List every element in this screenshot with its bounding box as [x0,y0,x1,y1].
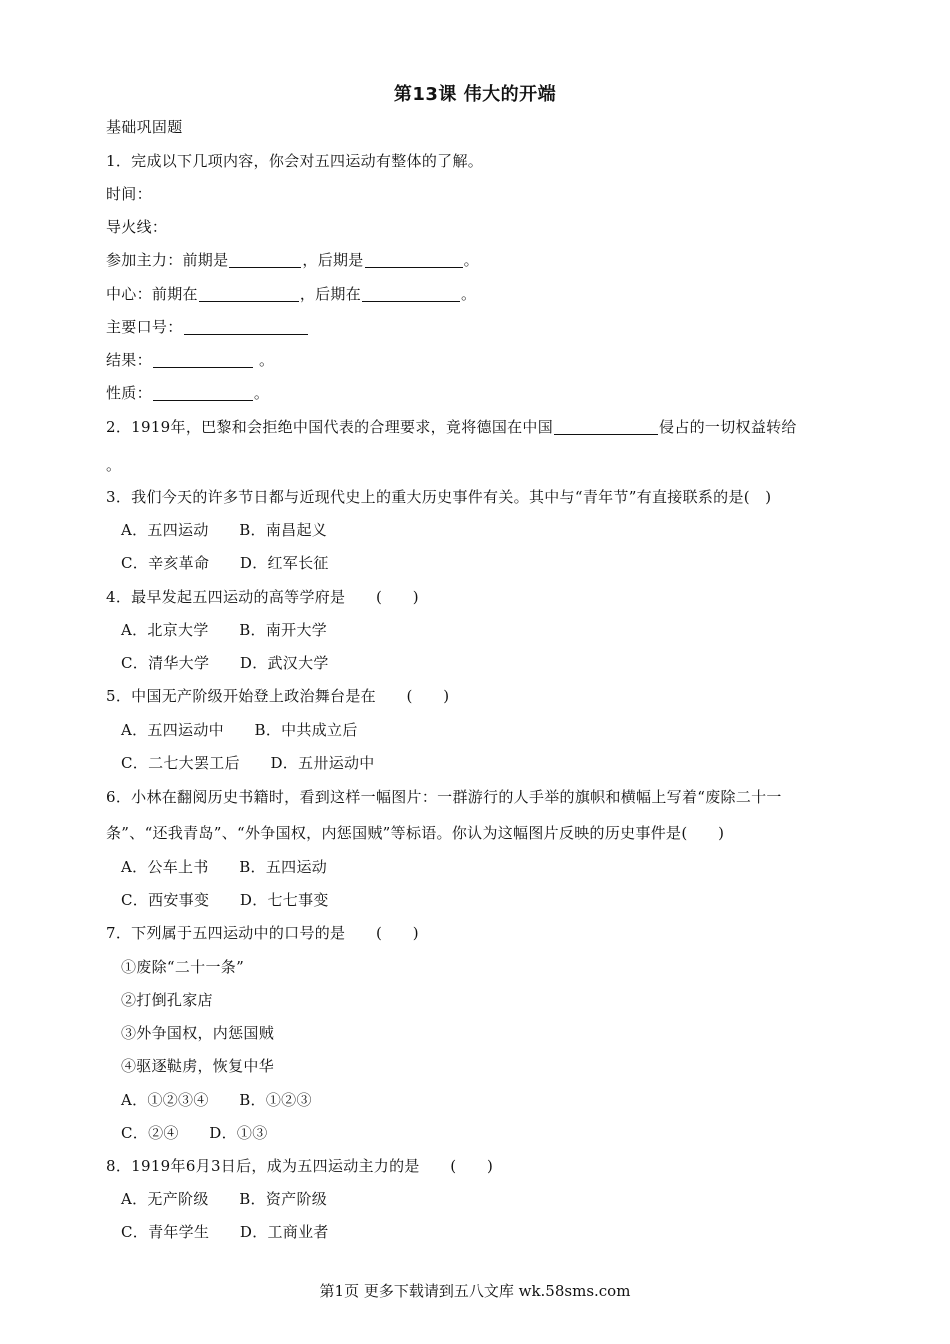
q1-fuse: 导火线： [106,218,168,236]
q6-options-ab: A．公车上书 B．五四运动 [121,858,328,876]
q7-item-2: ②打倒孔家店 [121,991,213,1009]
q4-options-cd: C．清华大学 D．武汉大学 [121,654,329,672]
q1-main-force [106,250,479,270]
question-6-stem-line2: 条”、“还我青岛”、“外争国权，内惩国贼”等标语。你认为这幅图片反映的历史事件是( ) [106,824,725,842]
q8-options-cd: C．青年学生 D．工商业者 [121,1223,329,1241]
q1-result-end: 。 [253,351,275,369]
answer-blank[interactable] [153,351,253,368]
page-title: 第13课 伟大的开端 [393,84,557,105]
answer-blank[interactable] [554,418,658,435]
q2-text-a: 2．1919年，巴黎和会拒绝中国代表的合理要求，竟将德国在中国 [106,418,554,436]
q5-options-ab: A．五四运动中 B．中共成立后 [121,721,358,739]
question-2-stem [106,417,797,437]
q1-force-label: 参加主力：前期是 [106,251,229,269]
q8-options-ab: A．无产阶级 B．资产阶级 [121,1190,328,1208]
q1-center-end: 。 [461,285,477,303]
q7-item-4: ④驱逐鞑虏，恢复中华 [121,1057,275,1075]
q1-force-later: ，后期是 [302,251,364,269]
answer-blank[interactable] [362,285,460,302]
q2-text-b: 侵占的一切权益转给 [659,418,797,436]
question-7-stem: 7．下列属于五四运动中的口号的是 ( ) [106,924,419,942]
q6-options-cd: C．西安事变 D．七七事变 [121,891,329,909]
q1-nature [106,383,269,403]
q7-item-1: ①废除“二十一条” [121,958,245,976]
q4-options-ab: A．北京大学 B．南开大学 [121,621,328,639]
q5-options-cd: C．二七大罢工后 D．五卅运动中 [121,754,375,772]
answer-blank[interactable] [229,251,301,268]
answer-blank[interactable] [199,285,299,302]
q2-end: 。 [106,456,122,474]
q3-options-cd: C．辛亥革命 D．红军长征 [121,554,329,572]
q1-nature-label: 性质： [106,384,152,402]
q3-options-ab: A．五四运动 B．南昌起义 [121,521,328,539]
q7-options-ab: A．①②③④ B．①②③ [121,1091,312,1109]
question-6-stem-line1: 6．小林在翻阅历史书籍时，看到这样一幅图片：一群游行的人手举的旗帜和横幅上写着“废除二十一 [106,788,782,806]
q1-result [106,350,274,370]
page-footer: 第1页 更多下载请到五八文库 wk.58sms.com [319,1282,631,1300]
section-heading: 基础巩固题 [106,118,183,136]
answer-blank[interactable] [153,384,253,401]
q1-center-label: 中心：前期在 [106,285,198,303]
question-3-stem: 3．我们今天的许多节日都与近现代史上的重大历史事件有关。其中与“青年节”有直接联系的是( ) [106,488,772,506]
q1-time: 时间： [106,185,152,203]
question-5-stem: 5．中国无产阶级开始登上政治舞台是在 ( ) [106,687,450,705]
q1-center [106,284,476,304]
q1-slogan [106,317,309,337]
answer-blank[interactable] [184,318,308,335]
question-4-stem: 4．最早发起五四运动的高等学府是 ( ) [106,588,419,606]
q1-center-later: ，后期在 [299,285,362,303]
q1-nature-end: 。 [253,384,270,402]
question-1-stem: 1．完成以下几项内容，你会对五四运动有整体的了解。 [106,152,484,170]
question-8-stem: 8．1919年6月3日后，成为五四运动主力的是 ( ) [106,1157,494,1175]
q1-slogan-label: 主要口号： [106,318,183,336]
q1-result-label: 结果： [106,351,152,369]
q7-options-cd: C．②④ D．①③ [121,1124,268,1142]
q1-force-end: 。 [463,251,479,269]
q7-item-3: ③外争国权，内惩国贼 [121,1024,275,1042]
answer-blank[interactable] [365,251,463,268]
